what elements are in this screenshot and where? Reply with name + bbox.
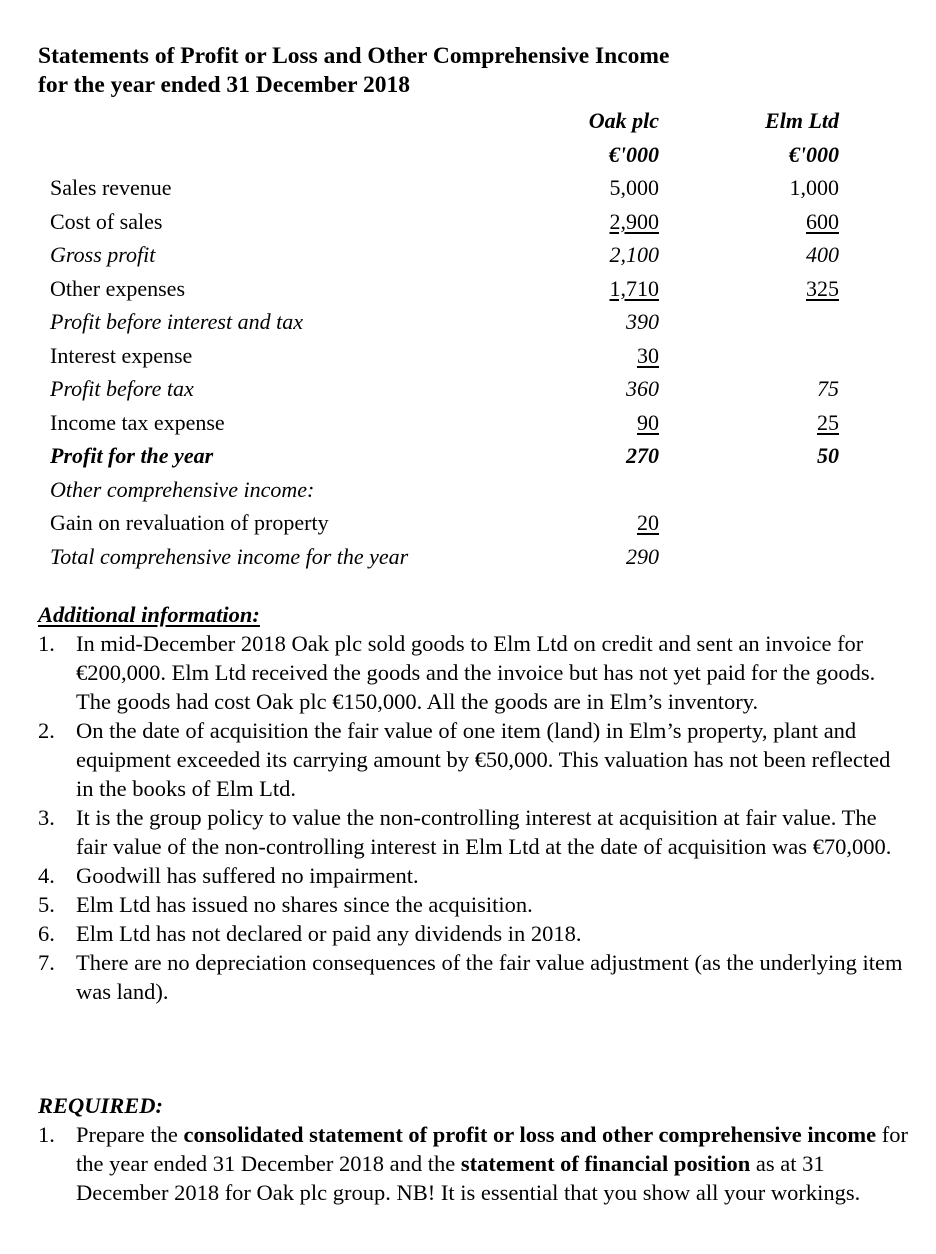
oak-value: 1,710 — [609, 275, 659, 301]
item-text: In mid-December 2018 Oak plc sold goods to Elm Ltd on credit and sent an invoice for €200,000. Elm Ltd received the goods and the invoice but has not yet paid for the goods. The goods had cost Oak plc €150,000. All the goods are in Elm’s inventory. — [76, 631, 876, 714]
oak-column-header: Oak plc — [588, 108, 659, 133]
elm-value: 50 — [817, 443, 839, 468]
list-item — [38, 948, 908, 1006]
item-number: 5. — [38, 892, 55, 917]
list-item — [38, 1120, 908, 1207]
oak-value: 390 — [626, 309, 659, 334]
list-item — [38, 861, 908, 890]
oak-value: 20 — [637, 510, 659, 535]
row-profit-before-tax — [50, 372, 850, 406]
item-text: On the date of acquisition the fair value of one item (land) in Elm’s property, plant and equipment exceeded its carrying amount by €50,000. This valuation has not been reflected in the books of Elm Ltd. — [76, 718, 891, 801]
row-label: Gross profit — [50, 242, 156, 267]
list-item — [38, 803, 908, 861]
column-header-units — [50, 138, 850, 172]
title-line-1: Statements of Profit or Loss and Other Comprehensive Income — [38, 43, 670, 69]
required-bold-1: consolidated statement of profit or loss and other comprehensive income — [183, 1122, 877, 1147]
statement-title — [38, 42, 669, 100]
oak-value: 2,900 — [609, 208, 659, 234]
additional-information — [38, 600, 908, 1006]
row-profit-for-the-year — [50, 439, 850, 473]
required-text-2: for the year ended 31 December 2018 and the — [76, 1122, 908, 1176]
elm-value: 1,000 — [789, 175, 839, 200]
row-profit-before-interest-and-tax — [50, 305, 850, 339]
list-item — [38, 919, 908, 948]
oak-value: 90 — [637, 409, 659, 435]
column-header-names — [50, 104, 850, 138]
row-label: Profit before tax — [50, 376, 194, 401]
elm-value: 325 — [806, 275, 839, 301]
item-number: 7. — [38, 950, 55, 975]
row-gain-on-revaluation — [50, 506, 850, 540]
oak-value: 5,000 — [609, 175, 659, 200]
row-label: Interest expense — [50, 342, 193, 368]
oak-value: 30 — [637, 342, 659, 368]
elm-column-header: Elm Ltd — [765, 108, 839, 133]
oak-value: 290 — [626, 543, 659, 569]
required-bold-2: statement of financial position — [460, 1151, 751, 1176]
item-number: 6. — [38, 921, 55, 946]
item-number: 4. — [38, 863, 55, 888]
row-label: Gain on revaluation of property — [50, 510, 329, 535]
item-text: Goodwill has suffered no impairment. — [76, 863, 419, 888]
item-number: 2. — [38, 718, 55, 743]
oak-value: 270 — [626, 443, 659, 468]
title-line-2: for the year ended 31 December 2018 — [38, 72, 411, 98]
row-label: Sales revenue — [50, 175, 172, 200]
additional-information-heading: Additional information: — [38, 602, 260, 627]
list-item — [38, 716, 908, 803]
item-text: Elm Ltd has issued no shares since the acquisition. — [76, 892, 533, 917]
list-item — [38, 629, 908, 716]
financial-statement-table — [50, 104, 850, 573]
required-text-3: as at 31 December 2018 for Oak plc group. NB! It is essential that you show all your workings. — [76, 1151, 861, 1205]
elm-value: 600 — [806, 208, 839, 234]
row-other-expenses — [50, 272, 850, 306]
list-item — [38, 890, 908, 919]
elm-value: 400 — [806, 242, 839, 267]
oak-value: 2,100 — [609, 242, 659, 267]
oak-value: 360 — [626, 376, 659, 401]
required-section — [38, 1091, 908, 1207]
item-number: 1. — [38, 1122, 55, 1147]
row-gross-profit — [50, 238, 850, 272]
row-total-comprehensive-income — [50, 540, 850, 574]
required-text-1: Prepare the — [76, 1122, 184, 1147]
item-text: Elm Ltd has not declared or paid any dividends in 2018. — [76, 921, 582, 946]
row-income-tax-expense — [50, 406, 850, 440]
required-heading: REQUIRED: — [38, 1093, 164, 1118]
row-label: Income tax expense — [50, 409, 225, 435]
row-label: Profit before interest and tax — [50, 309, 303, 334]
row-sales-revenue — [50, 171, 850, 205]
elm-value: 25 — [817, 409, 839, 435]
elm-unit-header: €'000 — [788, 141, 839, 167]
row-label: Profit for the year — [50, 443, 214, 468]
additional-information-list — [38, 629, 908, 1006]
oak-unit-header: €'000 — [608, 141, 659, 167]
row-cost-of-sales — [50, 205, 850, 239]
required-list — [38, 1120, 908, 1207]
row-label: Other comprehensive income: — [50, 476, 315, 502]
row-other-comprehensive-income — [50, 473, 850, 507]
item-text: It is the group policy to value the non-controlling interest at acquisition at fair value. The fair value of the non-controlling interest in Elm Ltd at the date of acquisition was €70,000. — [76, 805, 892, 859]
row-label: Other expenses — [50, 275, 186, 301]
row-interest-expense — [50, 339, 850, 373]
item-number: 1. — [38, 631, 55, 656]
elm-value: 75 — [817, 376, 839, 401]
row-label: Cost of sales — [50, 208, 163, 234]
row-label: Total comprehensive income for the year — [50, 543, 409, 569]
item-number: 3. — [38, 805, 55, 830]
item-text: There are no depreciation consequences of the fair value adjustment (as the underlying item was land). — [76, 950, 903, 1004]
